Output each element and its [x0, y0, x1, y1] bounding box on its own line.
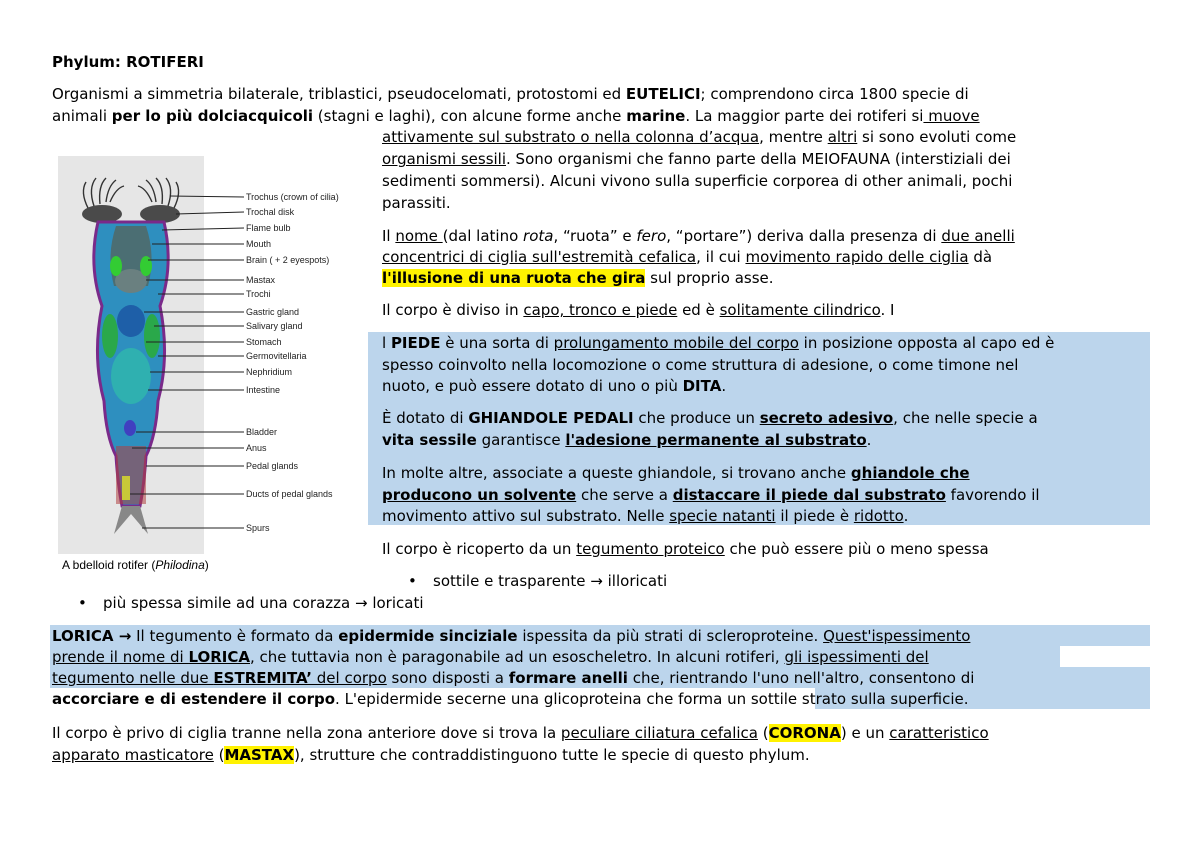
label-salivary-gland: Salivary gland: [246, 321, 303, 331]
piede-line-2: spesso coinvolto nella locomozione o come struttura di adesione, o come timone nel: [382, 356, 1019, 374]
bullet-loricati: più spessa simile ad una corazza → loricati: [103, 594, 424, 612]
label-trochi: Trochi: [246, 289, 271, 299]
intro-line-5: sedimenti sommersi). Alcuni vivono sulla superficie corporea di other animali, pochi: [382, 172, 1013, 190]
piede-line-7: producono un solvente che serve a distaccare il piede dal substrato favorendo il: [382, 486, 1040, 504]
label-pedal-glands: Pedal glands: [246, 461, 299, 471]
piede-line-4: È dotato di GHIANDOLE PEDALI che produce un secreto adesivo, che nelle specie a: [382, 409, 1038, 427]
trochal-disk-left: [82, 205, 122, 223]
bullet-dot-1: •: [408, 572, 417, 590]
label-bladder: Bladder: [246, 427, 278, 437]
ciglia-line-2: apparato masticatore (MASTAX), strutture che contraddistinguono tutte le specie di questo phylum.: [52, 746, 810, 764]
label-trochus: Trochus (crown of cilia): [246, 192, 339, 202]
figure-caption: A bdelloid rotifer (Philodina): [62, 558, 209, 572]
label-ducts-pedal-glands: Ducts of pedal glands: [246, 489, 333, 499]
label-mouth: Mouth: [246, 239, 272, 249]
nome-line-2: concentrici di ciglia sull'estremità cefalica, il cui movimento rapido delle ciglia dà: [382, 248, 993, 266]
label-stomach: Stomach: [246, 337, 282, 347]
bladder: [124, 420, 136, 436]
intro-line-3: attivamente sul substrato o nella colonna d’acqua, mentre altri si sono evoluti come: [382, 128, 1017, 146]
pedal-ducts: [122, 476, 130, 500]
page-title: Phylum: ROTIFERI: [52, 53, 204, 71]
piede-line-1: l PIEDE è una sorta di prolungamento mobile del corpo in posizione opposta al capo ed è: [382, 334, 1055, 352]
label-trochal-disk: Trochal disk: [246, 207, 295, 217]
germovitellaria-left: [102, 314, 118, 358]
piede-line-3: nuoto, e può essere dotato di uno o più DITA.: [382, 377, 727, 395]
lorica-line-2: prende il nome di LORICA, che tuttavia non è paragonabile ad un esoscheletro. In alcuni rotiferi, gli ispessimenti del: [52, 648, 929, 666]
corpo-line: Il corpo è diviso in capo, tronco e piede ed è solitamente cilindrico. I: [382, 301, 895, 319]
nome-line-3: l'illusione di una ruota che gira sul proprio asse.: [382, 269, 774, 287]
nome-line-1: Il nome (dal latino rota, “ruota” e fero, “portare”) deriva dalla presenza di due anelli: [382, 227, 1015, 245]
figure-labels: [246, 192, 339, 533]
gastric-gland: [117, 305, 145, 337]
lorica-line-3: tegumento nelle due ESTREMITA’ del corpo sono disposti a formare anelli che, rientrando l'uno nell'altro, consentono di: [52, 669, 975, 687]
label-nephridium: Nephridium: [246, 367, 293, 377]
bullet-dot-2: •: [78, 594, 87, 612]
stomach: [111, 348, 151, 404]
ciglia-line-1: Il corpo è privo di ciglia tranne nella zona anteriore dove si trova la peculiare ciliatura cefalica (CORONA) e un caratteristico: [52, 724, 989, 742]
intro-line-1: Organismi a simmetria bilaterale, triblastici, pseudocelomati, protostomi ed EUTELICI; comprendono circa 1800 specie di: [52, 85, 969, 103]
bullet-illoricati: sottile e trasparente → illoricati: [433, 572, 668, 590]
label-anus: Anus: [246, 443, 267, 453]
piede-line-6: In molte altre, associate a queste ghiandole, si trovano anche ghiandole che: [382, 464, 970, 482]
pedal-glands: [116, 446, 146, 504]
label-flame-bulb: Flame bulb: [246, 223, 291, 233]
trochal-disk-right: [140, 205, 180, 223]
label-mastax: Mastax: [246, 275, 276, 285]
label-brain: Brain ( + 2 eyespots): [246, 255, 330, 265]
piede-line-8: movimento attivo sul substrato. Nelle specie natanti il piede è ridotto.: [382, 507, 909, 525]
tegumento-line: Il corpo è ricoperto da un tegumento proteico che può essere più o meno spessa: [382, 540, 989, 558]
piede-line-5: vita sessile garantisce l'adesione permanente al substrato.: [382, 431, 872, 449]
lorica-line-4: accorciare e di estendere il corpo. L'epidermide secerne una glicoproteina che forma un sottile strato sulla superficie.: [52, 690, 969, 708]
label-germovitellaria: Germovitellaria: [246, 351, 307, 361]
eyespot-right: [140, 256, 152, 276]
intro-line-6: parassiti.: [382, 194, 451, 212]
label-intestine: Intestine: [246, 385, 281, 395]
eyespot-left: [110, 256, 122, 276]
intro-line-4: organismi sessili. Sono organismi che fanno parte della MEIOFAUNA (interstiziali dei: [382, 150, 1011, 168]
lorica-line-1: LORICA → Il tegumento è formato da epidermide sinciziale ispessita da più strati di scleroproteine. Quest'ispessimento: [52, 627, 971, 645]
rotifer-diagram: [58, 156, 350, 576]
germovitellaria-right: [144, 314, 160, 358]
label-gastric-gland: Gastric gland: [246, 307, 300, 317]
intro-line-2: animali per lo più dolciacquicoli (stagni e laghi), con alcune forme anche marine. La maggior parte dei rotiferi si muove: [52, 107, 980, 125]
label-spurs: Spurs: [246, 523, 270, 533]
